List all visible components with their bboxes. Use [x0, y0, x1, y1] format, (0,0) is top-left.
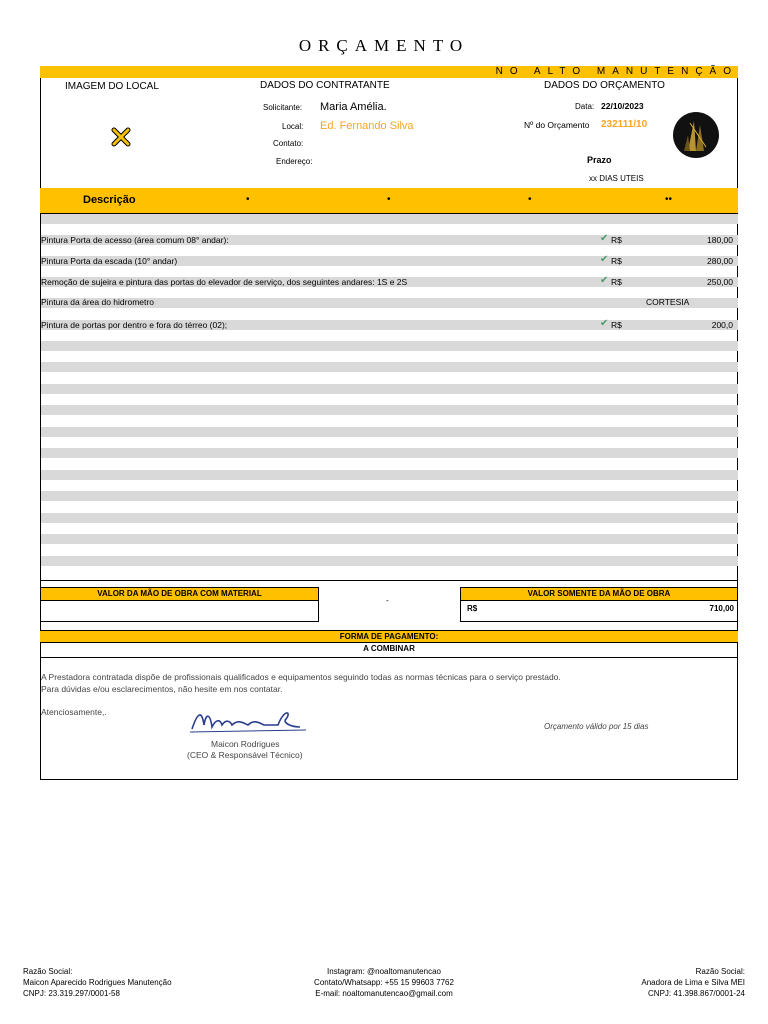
validity-note: Orçamento válido por 15 dias [544, 722, 649, 731]
contato-label: Contato: [273, 139, 304, 148]
budget-title: DADOS DO ORÇAMENTO [544, 80, 665, 91]
column-dot-1: • [246, 194, 250, 205]
check-icon: ✔ [600, 254, 609, 265]
item-description: Pintura Porta de acesso (área comum 08° andar): [41, 235, 229, 245]
stripe-row [41, 384, 738, 394]
column-dot-2: • [387, 194, 391, 205]
stripe-row [41, 362, 738, 372]
item-currency: R$ [611, 256, 622, 266]
item-value: 200,0 [711, 320, 733, 330]
numero-label: Nº do Orçamento [524, 120, 590, 130]
stripe-row [41, 491, 738, 501]
footer-phone: Contato/Whatsapp: +55 15 99603 7762 [314, 978, 454, 987]
courtesy-label: CORTESIA [646, 297, 690, 307]
item-description: Pintura da área do hidrometro [41, 297, 154, 307]
stripe-row [41, 470, 738, 480]
check-icon: ✔ [600, 318, 609, 329]
item-description: Pintura de portas por dentro e fora do térreo (02); [41, 320, 228, 330]
with-material-box [40, 587, 319, 622]
data-label: Data: [575, 102, 595, 111]
footer-right-name: Anadora de Lima e Silva MEI [641, 978, 745, 987]
brand-name: NO ALTO MANUTENÇÃO [495, 66, 738, 77]
payment-title: FORMA DE PAGAMENTO: [40, 630, 738, 643]
item-description: Pintura Porta da escada (10° andar) [41, 256, 178, 266]
document-title: ORÇAMENTO [298, 36, 470, 55]
image-label: IMAGEM DO LOCAL [65, 81, 159, 92]
note-line-2: Para dúvidas e/ou esclarecimentos, não hesite em nos contatar. [41, 684, 283, 694]
brand-bar [40, 66, 738, 78]
item-currency: R$ [611, 277, 622, 287]
footer-email: E-mail: noaltomanutencao@gmail.com [315, 989, 453, 998]
description-label: Descrição [83, 194, 136, 206]
item-currency: R$ [611, 235, 622, 245]
stripe-row [41, 341, 738, 351]
column-dot-4: •• [665, 194, 673, 205]
payment-value: A COMBINAR [40, 642, 738, 658]
item-description: Remoção de sujeira e pintura das portas do elevador de serviço, dos seguintes andares: 1S e 2S [41, 277, 408, 287]
totals-divider [40, 580, 738, 581]
stripe-row [41, 405, 738, 415]
with-material-title: VALOR DA MÃO DE OBRA COM MATERIAL [41, 588, 318, 601]
item-currency: R$ [611, 320, 622, 330]
signer-name: Maicon Rodrigues [211, 739, 280, 749]
stripe-row [41, 427, 738, 437]
item-value: 250,00 [707, 277, 733, 287]
labor-only-currency: R$ [467, 604, 478, 613]
stripe-row [41, 534, 738, 544]
prazo-label: Prazo [587, 155, 612, 165]
solicitante-value: Maria Amélia. [320, 101, 387, 113]
stripe-row [41, 448, 738, 458]
endereco-label: Endereço: [276, 157, 313, 166]
stripe-row [41, 556, 738, 566]
solicitante-label: Solicitante: [263, 103, 303, 112]
company-logo [672, 111, 720, 159]
column-dot-3: • [528, 194, 532, 205]
footer-left-name: Maicon Aparecido Rodrigues Manutenção [23, 978, 172, 987]
footer-left [23, 966, 172, 999]
data-value: 22/10/2023 [601, 101, 644, 111]
local-label: Local: [282, 122, 304, 131]
note-line-1: A Prestadora contratada dispõe de profissionais qualificados e equipamentos seguindo todas as normas técnicas para o serviço prestado. [41, 672, 561, 682]
middle-dash: - [386, 596, 389, 605]
item-value: 180,00 [707, 235, 733, 245]
closing-text: Atenciosamente,. [41, 707, 107, 717]
labor-only-value: 710,00 [709, 604, 734, 613]
labor-only-title: VALOR SOMENTE DA MÃO DE OBRA [461, 588, 737, 601]
footer-instagram: Instagram: @noaltomanutencao [327, 967, 441, 976]
header-block [40, 78, 738, 189]
signer-role: (CEO & Responsável Técnico) [187, 750, 303, 760]
broken-image-icon [110, 126, 132, 148]
prazo-value: xx DIAS UTEIS [589, 174, 644, 183]
signature [188, 705, 318, 735]
contractor-title: DADOS DO CONTRATANTE [260, 80, 390, 91]
footer-right-cnpj: CNPJ: 41.398.867/0001-24 [648, 989, 745, 998]
footer-center [284, 966, 484, 999]
check-icon: ✔ [600, 275, 609, 286]
stripe-row [41, 214, 738, 224]
stripe-row [41, 513, 738, 523]
check-icon: ✔ [600, 233, 609, 244]
footer-left-title: Razão Social: [23, 967, 73, 976]
footer-left-cnpj: CNPJ: 23.319.297/0001-58 [23, 989, 120, 998]
numero-value: 232111/10 [601, 119, 648, 130]
footer-right [574, 966, 745, 999]
footer-right-title: Razão Social: [695, 967, 745, 976]
local-value: Ed. Fernando Silva [320, 120, 414, 132]
item-value: 280,00 [707, 256, 733, 266]
